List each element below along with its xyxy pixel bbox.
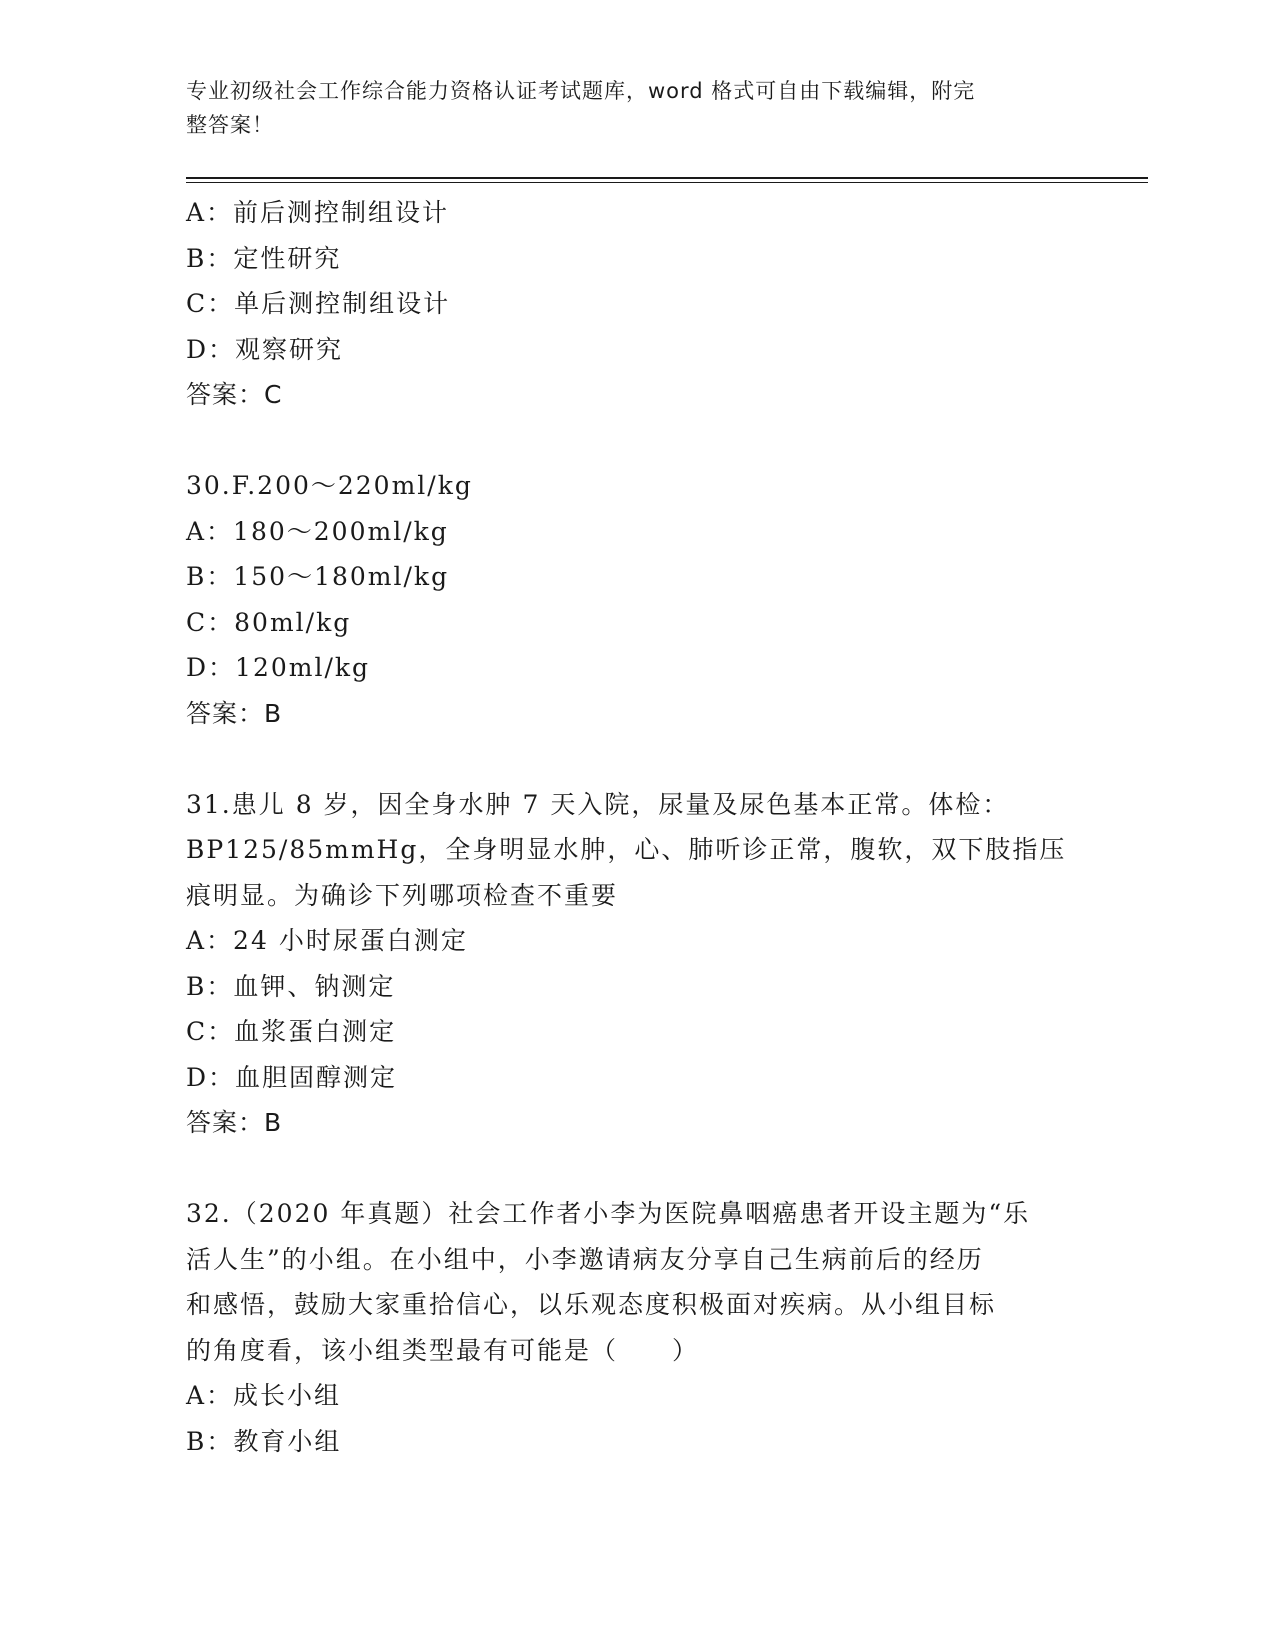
option-a: A：24 小时尿蛋白测定 [186, 926, 468, 955]
question-block-previous [186, 190, 1086, 418]
spacer [186, 1146, 1086, 1192]
question-31 [186, 782, 1086, 1146]
question-stem: 30.F.200～220ml/kg [186, 471, 473, 500]
question-32 [186, 1191, 1086, 1464]
answer-line: 答案：B [186, 698, 283, 728]
option-b: B：150～180ml/kg [186, 562, 450, 591]
header-line-2: 整答案！ [186, 113, 274, 137]
option-c: C：血浆蛋白测定 [186, 1017, 397, 1046]
option-a: A：成长小组 [186, 1381, 342, 1410]
option-c: C：80ml/kg [186, 607, 352, 637]
option-c: C：单后测控制组设计 [186, 289, 451, 318]
header-divider-bottom [186, 182, 1148, 183]
question-stem-line-2: BP125/85mmHg，全身明显水肿，心、肺听诊正常，腹软，双下肢指压 [186, 835, 1067, 864]
option-a: A：180～200ml/kg [186, 516, 449, 546]
page-header [186, 74, 1066, 142]
header-line-1: 专业初级社会工作综合能力资格认证考试题库，word 格式可自由下载编辑，附完 [186, 79, 976, 103]
question-content [186, 190, 1086, 1464]
question-stem-line-4: 的角度看，该小组类型最有可能是（ ） [186, 1335, 700, 1365]
option-a: A：前后测控制组设计 [186, 198, 450, 227]
question-stem-line-1: 31.患儿 8 岁，因全身水肿 7 天入院，尿量及尿色基本正常。体检： [186, 789, 1010, 819]
question-stem-line-3: 痕明显。为确诊下列哪项检查不重要 [186, 880, 619, 910]
answer-line: 答案：C [186, 380, 283, 409]
spacer [186, 736, 1086, 782]
option-d: D：观察研究 [186, 334, 344, 364]
option-b: B：教育小组 [186, 1426, 342, 1456]
question-stem-line-3: 和感悟，鼓励大家重拾信心，以乐观态度积极面对疾病。从小组目标 [186, 1290, 997, 1319]
answer-line: 答案：B [186, 1108, 283, 1137]
question-30 [186, 463, 1086, 736]
header-divider-top [186, 177, 1148, 179]
option-b: B：血钾、钠测定 [186, 971, 396, 1001]
option-d: D：血胆固醇测定 [186, 1062, 398, 1092]
spacer [186, 418, 1086, 464]
question-stem-line-2: 活人生”的小组。在小组中，小李邀请病友分享自己生病前后的经历 [186, 1244, 984, 1274]
option-d: D：120ml/kg [186, 653, 371, 682]
option-b: B：定性研究 [186, 243, 342, 273]
question-stem-line-1: 32.（2020 年真题）社会工作者小李为医院鼻咽癌患者开设主题为“乐 [186, 1199, 1031, 1228]
